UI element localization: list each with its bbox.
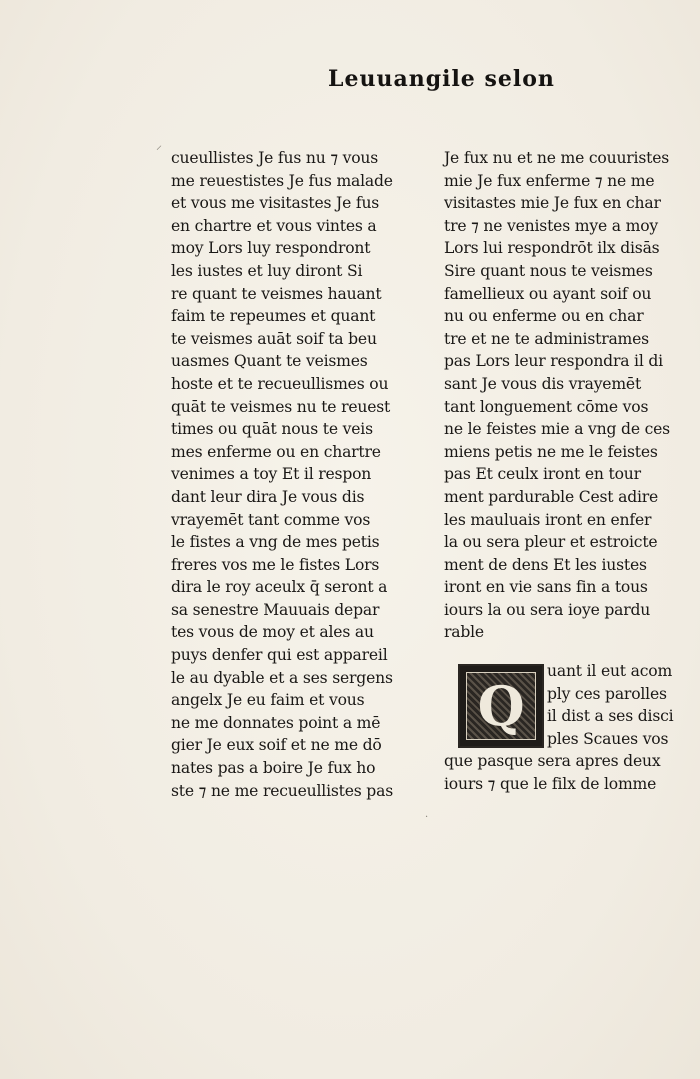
text-line: tre ⁊ ne venistes mye a moy xyxy=(444,216,658,235)
text-line: ment pardurable Cest adire xyxy=(444,487,659,506)
text-line: pas Et ceulx iront en tour xyxy=(444,465,641,484)
paragraph-gap xyxy=(444,644,684,660)
text-line: Lors lui respondrōt ilx disās xyxy=(444,239,660,258)
text-line: la ou sera pleur et estroicte xyxy=(444,533,658,552)
text-line: famellieux ou ayant soif ou xyxy=(444,284,652,303)
text-line: times ou quāt nous te veis xyxy=(171,420,373,439)
text-line: iours la ou sera ioye pardu xyxy=(444,600,651,619)
text-line: Sire quant nous te veismes xyxy=(444,261,653,280)
text-line: ne le feistes mie a vng de ces xyxy=(444,420,670,439)
text-line: uasmes Quant te veismes xyxy=(171,352,368,371)
text-line: nates pas a boire Je fux ho xyxy=(171,759,376,778)
right-column xyxy=(444,147,684,796)
text-line: tes vous de moy et ales au xyxy=(171,623,374,642)
text-line: mes enferme ou en chartre xyxy=(171,442,381,461)
text-line: sa senestre Mauuais depar xyxy=(171,600,380,619)
text-line: Je fux nu et ne me couuristes xyxy=(444,149,670,167)
text-line: les iustes et luy diront Si xyxy=(171,261,363,280)
text-line: ples Scaues vos xyxy=(547,729,669,748)
text-line: le au dyable et a ses sergens xyxy=(171,668,393,687)
initial-letter: Q xyxy=(477,674,525,739)
text-line: il dist a ses disci xyxy=(547,707,674,726)
text-line: gier Je eux soif et ne me dō xyxy=(171,736,382,755)
text-line: vrayemēt tant comme vos xyxy=(171,510,371,529)
text-line: quāt te veismes nu te reuest xyxy=(171,397,391,416)
text-line: ste ⁊ ne me recueullistes pas xyxy=(171,781,393,800)
text-line: iront en vie sans fin a tous xyxy=(444,578,648,597)
text-line: et vous me visitastes Je fus xyxy=(171,194,380,213)
text-line: tre et ne te administrames xyxy=(444,329,649,348)
text-line: que pasque sera apres deux xyxy=(444,752,661,771)
text-line: venimes a toy Et il respon xyxy=(171,465,372,484)
margin-mark: ⸝ xyxy=(156,138,163,152)
text-line: puys denfer qui est appareil xyxy=(171,646,388,665)
text-line: re quant te veismes hauant xyxy=(171,284,382,303)
text-line: tant longuement cōme vos xyxy=(444,397,649,416)
text-line: dant leur dira Je vous dis xyxy=(171,487,365,506)
running-head: Leuuangile selon xyxy=(328,66,555,92)
margin-mark: · xyxy=(425,812,429,823)
text-line: ply ces parolles xyxy=(547,684,667,703)
text-line: rable xyxy=(444,623,484,642)
text-line: visitastes mie Je fux en char xyxy=(444,194,661,213)
text-line: uant il eut acom xyxy=(547,662,673,681)
paragraph-with-initial xyxy=(444,660,684,796)
text-line: te veismes auāt soif ta beu xyxy=(171,329,377,348)
text-line: freres vos me le fistes Lors xyxy=(171,555,380,574)
text-line: nu ou enferme ou en char xyxy=(444,307,644,326)
text-line: pas Lors leur respondra il di xyxy=(444,352,663,371)
text-line: angelx Je eu faim et vous xyxy=(171,691,365,710)
text-line: ne me donnates point a mē xyxy=(171,713,381,732)
text-line: miens petis ne me le feistes xyxy=(444,442,658,461)
text-line: hoste et te recueullismes ou xyxy=(171,374,389,393)
text-line: ment de dens Et les iustes xyxy=(444,555,647,574)
text-line: les mauluais iront en enfer xyxy=(444,510,652,529)
text-line: en chartre et vous vintes a xyxy=(171,216,377,235)
text-line: le fistes a vng de mes petis xyxy=(171,533,380,552)
full-lines xyxy=(444,750,684,795)
text-line: cueullistes Je fus nu ⁊ vous xyxy=(171,149,379,167)
text-line: me reuestistes Je fus malade xyxy=(171,171,393,190)
text-line: moy Lors luy respondront xyxy=(171,239,371,258)
right-column-text xyxy=(444,147,684,644)
text-line: sant Je vous dis vrayemēt xyxy=(444,374,642,393)
text-line: iours ⁊ que le filx de lomme xyxy=(444,775,657,794)
left-column xyxy=(171,147,411,802)
text-line: mie Je fux enferme ⁊ ne me xyxy=(444,171,655,190)
text-line: dira le roy aceulx q̄ seront a xyxy=(171,578,388,597)
text-line: faim te repeumes et quant xyxy=(171,307,376,326)
decorated-initial xyxy=(458,664,544,748)
